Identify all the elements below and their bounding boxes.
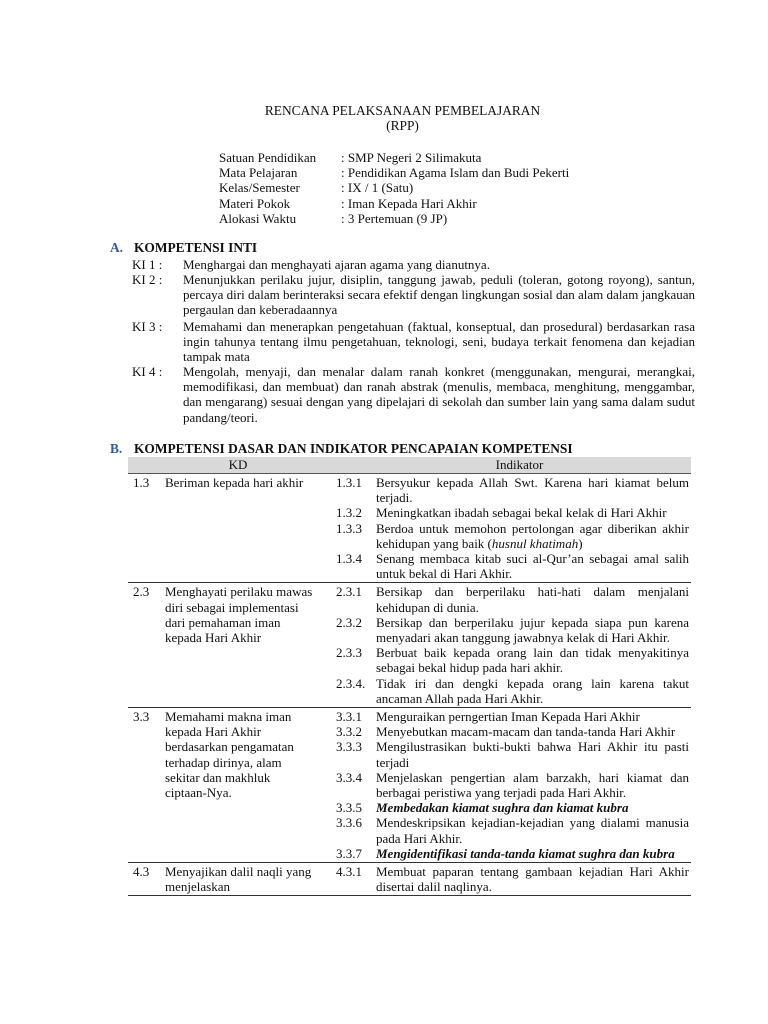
indikator-text-part: ) [578,535,583,551]
indikator-number: 1.3.4 [336,551,362,567]
indikator-text: Tidak iri dan dengki kepada orang lain karena takut ancaman Allah pada Hari Akhir. [376,675,689,706]
table-row [128,863,691,896]
document-title: RENCANA PELAKSANAAN PEMBELAJARAN [264,103,541,118]
indikator-list [336,474,691,582]
indikator-number: 1.3.2 [336,505,362,521]
indikator-number: 2.3.2 [336,614,362,630]
indikator-text-part: Berdoa untuk memohon pertolongan agar diberikan akhir kehidupan yang baik ( [376,520,689,551]
ki-label: KI 2 : [132,272,163,287]
indikator-number: 4.3.1 [336,864,362,880]
indikator-number: 3.3.4 [336,769,362,785]
indikator-item [336,709,691,724]
indikator-text: Menjelaskan pengertian alam barzakh, hari kiamat dan berbagai peristiwa yang terjadi pada Hari Akhir. [376,769,689,801]
indikator-text: Mengilustrasikan bukti-bukti bahwa Hari Akhir itu pasti terjadi [376,739,689,770]
indikator-text: Menyebutkan macam-macam dan tanda-tanda Hari Akhir [376,724,676,740]
indikator-item [336,739,691,769]
indikator-item [336,551,691,581]
ki-label: KI 1 : [132,257,163,272]
ki-item [132,319,695,365]
identity-row [219,211,569,226]
ki-item [132,272,695,318]
ki-item [132,257,695,272]
indikator-list [336,863,691,895]
document-subtitle: (RPP) [386,118,419,133]
ki-label: KI 3 : [132,319,163,334]
section-a-heading [110,240,257,255]
kd-text: Menyajikan dalil naqli yang menjelaskan [165,864,312,895]
indikator-item [336,475,691,505]
kd-number: 3.3 [133,709,150,725]
indikator-text: Membedakan kiamat sughra dan kiamat kubra [376,800,629,816]
indikator-text: Mendeskripsikan kejadian-kejadian yang dialami manusia pada Hari Akhir. [376,815,689,846]
identity-value: : Iman Kepada Hari Akhir [341,195,477,211]
indikator-number: 1.3.3 [336,520,362,536]
indikator-number: 1.3.1 [336,475,362,490]
column-header-indikator: Indikator [495,457,544,472]
kd-number: 4.3 [133,864,150,880]
identity-value: : Pendidikan Agama Islam dan Budi Pekerti [341,165,570,181]
indikator-text: Bersikap dan berperilaku hati-hati dalam menjalani kehidupan di dunia. [376,584,689,615]
identity-row [219,165,569,180]
section-letter: B. [110,441,123,456]
indikator-text: Mengidentifikasi tanda-tanda kiamat sughra dan kubra [376,845,675,861]
table-row [128,708,691,863]
ki-text: Menunjukkan perilaku jujur, disiplin, tanggung jawab, peduli (toleran, gotong royong), santun, percaya diri dalam berinteraksi secara efektif dengan lingkungan sosial dan alam dalam jangkauan pergaulan dan keberadaannya [183,272,695,318]
identity-value: : SMP Negeri 2 Silimakuta [341,150,482,165]
identity-value: : 3 Pertemuan (9 JP) [341,210,448,226]
kd-number: 1.3 [133,475,150,490]
indikator-number: 2.3.1 [336,584,362,600]
identity-label: Satuan Pendidikan [219,150,317,165]
indikator-item [336,584,691,614]
indikator-text-italic: husnul khatimah [491,535,579,551]
indikator-number: 3.3.5 [336,800,362,816]
ki-label: KI 4 : [132,364,163,379]
identity-row [219,196,569,211]
indikator-text: Senang membaca kitab suci al-Qur’an sebagai amal salih untuk bekal di Hari Akhir. [376,551,689,582]
section-title: KOMPETENSI DASAR DAN INDIKATOR PENCAPAIAN KOMPETENSI [134,441,573,456]
indikator-text: Bersikap dan berperilaku jujur kepada siapa pun karena menyadari akan tanggung jawabnya kelak di Hari Akhir. [376,614,689,646]
indikator-item [336,815,691,845]
indikator-list [336,583,691,707]
indikator-item [336,846,691,861]
ki-text: Memahami dan menerapkan pengetahuan (faktual, konseptual, dan prosedural) berdasarkan rasa ingin tahunya tentang ilmu pengetahuan, teknologi, seni, budaya terkait fenomena dan kejadian tampak mata [183,319,695,365]
section-title: KOMPETENSI INTI [134,240,258,255]
section-b-heading [110,441,573,456]
indikator-item [336,800,691,815]
kd-number: 2.3 [133,584,150,600]
indikator-item [336,724,691,739]
indikator-number: 3.3.1 [336,709,362,725]
indikator-number: 3.3.6 [336,815,362,831]
indikator-item [336,645,691,675]
indikator-text: Menguraikan perngertian Iman Kepada Hari Akhir [376,709,640,725]
identity-label: Kelas/Semester [219,180,300,196]
identity-label: Mata Pelajaran [219,165,298,181]
indikator-number: 2.3.4. [336,675,366,691]
indikator-number: 2.3.3 [336,645,362,661]
identity-row [219,150,569,165]
indikator-list [336,708,691,862]
indikator-number: 3.3.7 [336,845,362,861]
identity-row [219,180,569,195]
indikator-text: Bersyukur kepada Allah Swt. Karena hari kiamat belum terjadi. [376,475,689,506]
indikator-item [336,505,691,520]
kd-indikator-table [128,457,691,896]
ki-item [132,364,695,425]
section-letter: A. [110,240,124,255]
indikator-item [336,864,691,894]
column-header-kd: KD [228,457,248,472]
indikator-text: Berbuat baik kepada orang lain dan tidak menyakitinya sebagai bekal hidup pada hari akhir. [376,645,689,676]
indikator-text [376,521,689,551]
kd-text: Beriman kepada hari akhir [165,475,304,490]
identity-value: : IX / 1 (Satu) [341,180,414,196]
kd-text: Memahami makna iman kepada Hari Akhir berdasarkan pengamatan terhadap dirinya, alam sekitar dan makhluk ciptaan-Nya. [165,709,294,801]
identity-label: Alokasi Waktu [219,210,297,226]
identity-block [219,150,569,226]
indikator-text: Membuat paparan tentang gambaan kejadian Hari Akhir disertai dalil naqlinya. [376,864,689,895]
table-header [128,457,691,474]
kd-text: Menghayati perilaku mawas diri sebagai implementasi dari pemahaman iman kepada Hari Akhir [165,584,313,646]
table-row [128,583,691,708]
ki-text: Mengolah, menyaji, dan menalar dalam ranah konkret (menggunakan, mengurai, merangkai, memodifikasi, dan membuat) dan ranah abstrak (menulis, membaca, menghitung, menggambar, dan mengarang) sesuai dengan yang dipelajari di sekolah dan sumber lain yang sama dalam sudut pandang/teori. [183,364,695,425]
table-row [128,474,691,583]
indikator-item [336,676,691,706]
indikator-item [336,770,691,800]
indikator-item [336,615,691,645]
identity-label: Materi Pokok [219,195,291,211]
indikator-number: 3.3.2 [336,724,362,740]
indikator-number: 3.3.3 [336,739,362,755]
ki-text: Menghargai dan menghayati ajaran agama yang dianutnya. [183,257,490,272]
indikator-text: Meningkatkan ibadah sebagai bekal kelak di Hari Akhir [376,505,667,521]
indikator-item [336,521,691,551]
